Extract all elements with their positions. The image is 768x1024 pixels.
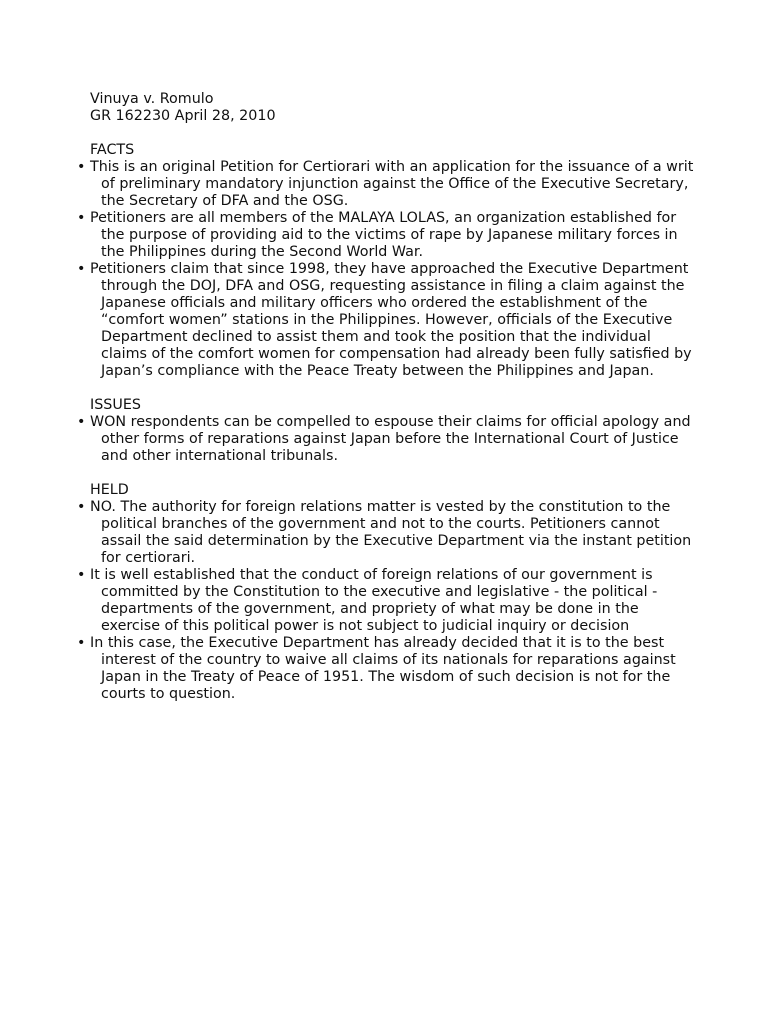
text-line: Japan in the Treaty of Peace of 1951. The wisdom of such decision is not for the — [101, 669, 671, 685]
bullet-icon: • — [77, 159, 86, 175]
text-line: other forms of reparations against Japan before the International Court of Justice — [101, 431, 679, 447]
text-line: In this case, the Executive Department has already decided that it is to the best — [90, 635, 665, 651]
text-line: departments of the government, and propriety of what may be done in the — [101, 601, 639, 617]
text-line: assail the said determination by the Executive Department via the instant petition — [101, 533, 692, 549]
case-title: Vinuya v. Romulo — [90, 91, 214, 107]
case-citation: GR 162230 April 28, 2010 — [90, 108, 276, 124]
text-line: Petitioners are all members of the MALAYA LOLAS, an organization established for — [90, 210, 677, 226]
list-item — [77, 159, 694, 210]
text-line: claims of the comfort women for compensation had already been fully satisfied by — [101, 346, 692, 362]
issues-list — [77, 414, 691, 465]
document-body — [77, 91, 694, 703]
bullet-icon: • — [77, 567, 86, 583]
list-item — [77, 567, 677, 635]
text-line: This is an original Petition for Certiorari with an application for the issuance of a writ — [90, 159, 694, 175]
held-list — [77, 499, 692, 703]
held-heading: HELD — [90, 482, 129, 498]
list-item-text — [90, 414, 691, 465]
list-item — [77, 261, 692, 380]
list-item — [77, 635, 677, 703]
list-item — [77, 414, 691, 465]
facts-heading: FACTS — [90, 142, 135, 158]
text-line: the purpose of providing aid to the victims of rape by Japanese military forces in — [101, 227, 678, 243]
text-line: It is well established that the conduct of foreign relations of our government is — [90, 567, 653, 583]
text-line: “comfort women” stations in the Philippines. However, officials of the Executive — [101, 312, 673, 328]
text-line: Department declined to assist them and took the position that the individual — [101, 329, 651, 345]
text-line: the Philippines during the Second World War. — [101, 244, 424, 260]
issues-heading: ISSUES — [90, 397, 141, 413]
bullet-icon: • — [77, 635, 86, 651]
text-line: Japanese officials and military officers who ordered the establishment of the — [101, 295, 648, 311]
text-line: interest of the country to waive all claims of its nationals for reparations against — [101, 652, 676, 668]
bullet-icon: • — [77, 210, 86, 226]
text-line: Petitioners claim that since 1998, they have approached the Executive Department — [90, 261, 689, 277]
text-line: courts to question. — [101, 686, 236, 702]
text-line: through the DOJ, DFA and OSG, requesting assistance in filing a claim against the — [101, 278, 685, 294]
issues-section — [77, 397, 691, 465]
text-line: committed by the Constitution to the executive and legislative - the political - — [101, 584, 658, 600]
list-item-text — [90, 499, 692, 567]
list-item-text — [90, 159, 694, 210]
facts-list — [77, 159, 694, 380]
text-line: and other international tribunals. — [101, 448, 339, 464]
text-line: for certiorari. — [101, 550, 196, 566]
list-item-text — [90, 210, 677, 261]
text-line: exercise of this political power is not subject to judicial inquiry or decision — [101, 618, 630, 634]
text-line: Japan’s compliance with the Peace Treaty between the Philippines and Japan. — [101, 363, 654, 379]
list-item-text — [90, 261, 692, 380]
bullet-icon: • — [77, 414, 86, 430]
list-item-text — [90, 635, 677, 703]
bullet-icon: • — [77, 499, 86, 515]
list-item — [77, 499, 692, 567]
list-item — [77, 210, 677, 261]
text-line: of preliminary mandatory injunction against the Office of the Executive Secretary, — [101, 176, 689, 192]
bullet-icon: • — [77, 261, 86, 277]
text-line: political branches of the government and not to the courts. Petitioners cannot — [101, 516, 660, 532]
text-line: WON respondents can be compelled to espouse their claims for official apology and — [90, 414, 691, 430]
held-section — [77, 482, 692, 703]
facts-section — [77, 142, 694, 380]
text-line: NO. The authority for foreign relations matter is vested by the constitution to the — [90, 499, 671, 515]
text-line: the Secretary of DFA and the OSG. — [101, 193, 349, 209]
list-item-text — [90, 567, 677, 635]
